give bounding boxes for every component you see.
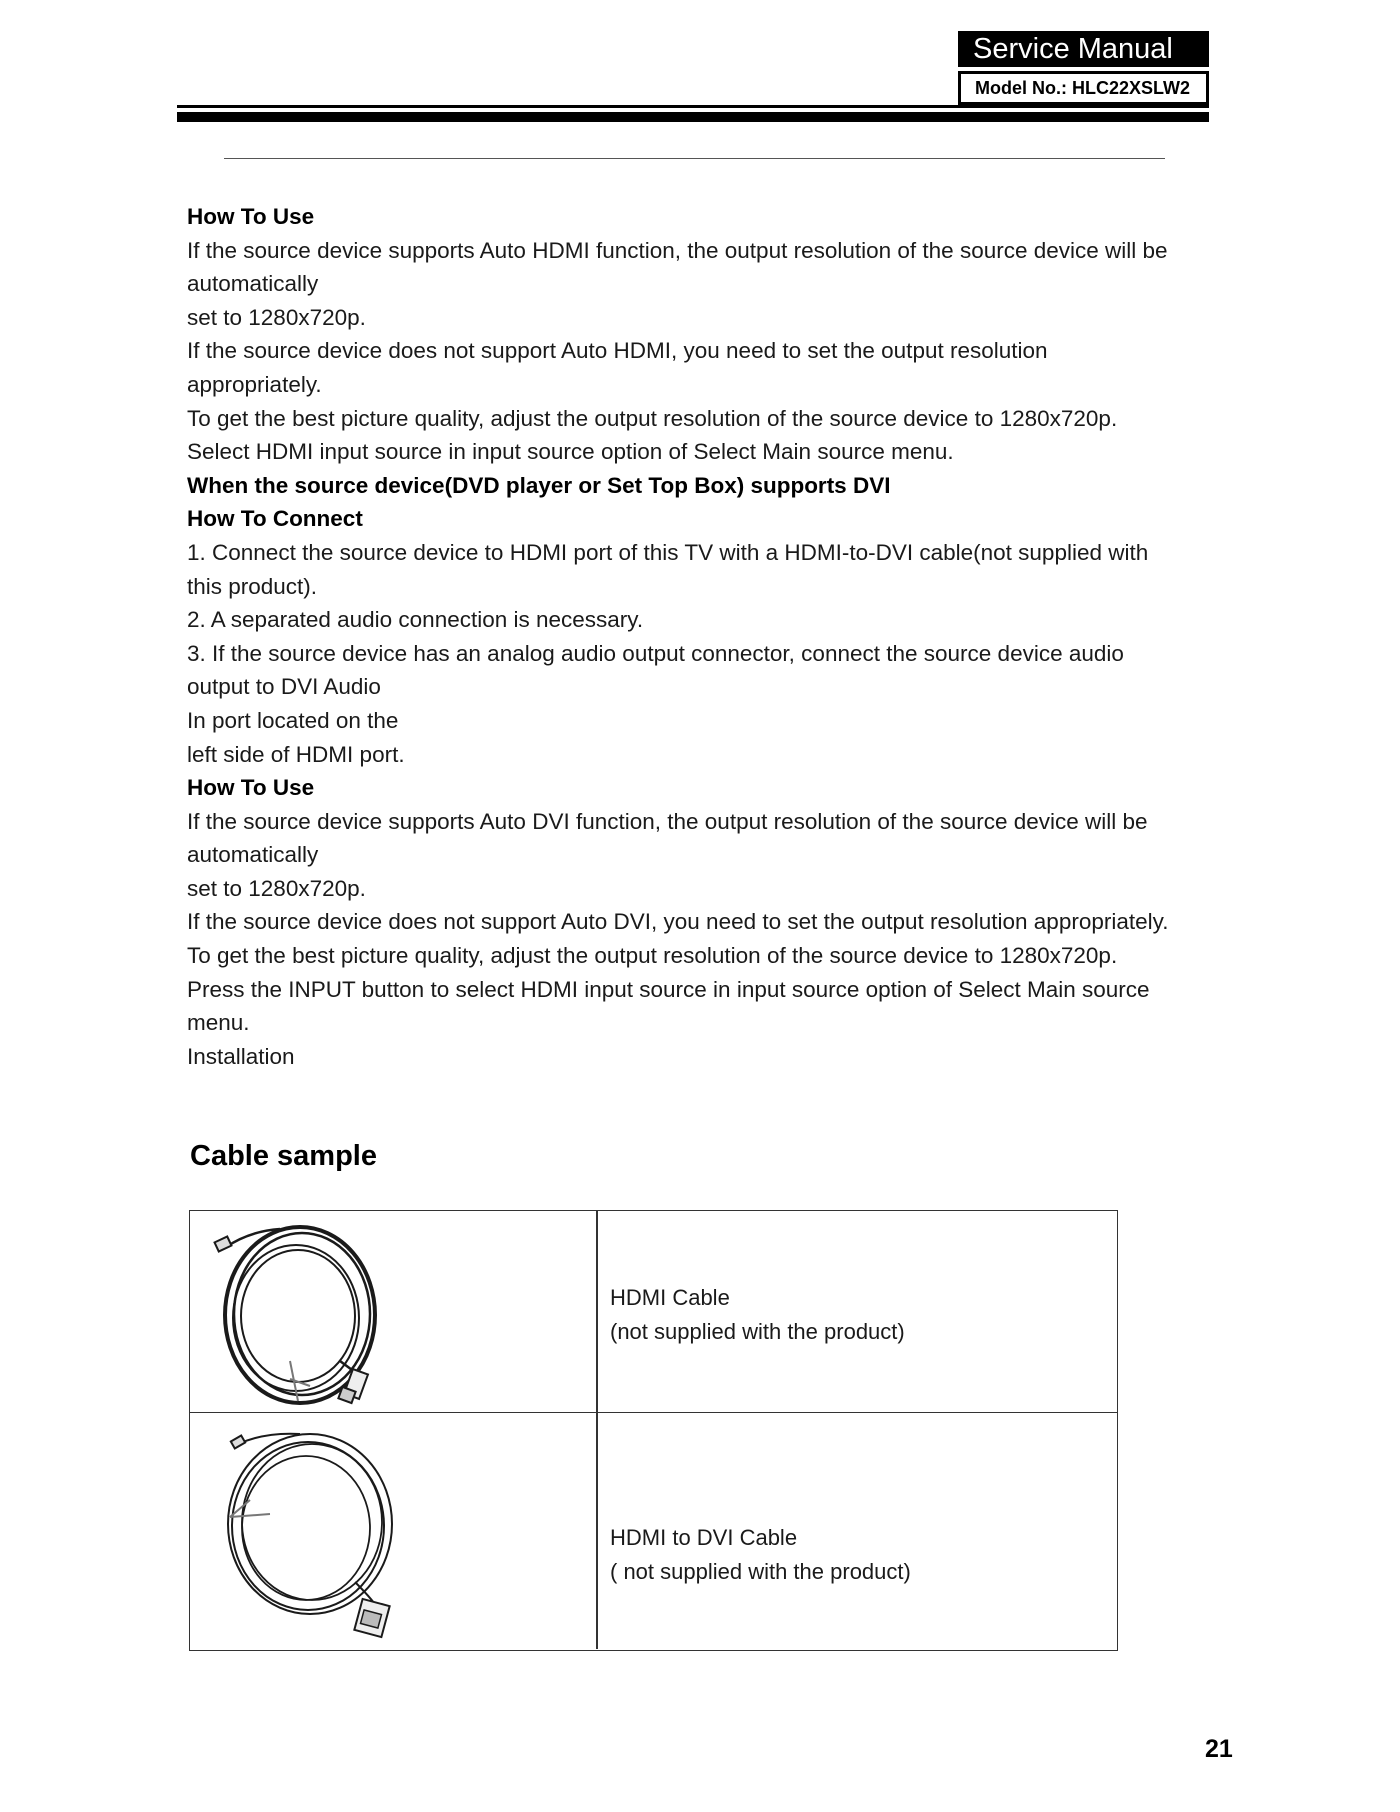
cable-name: HDMI to DVI Cable bbox=[610, 1525, 798, 1550]
table-row bbox=[190, 1211, 1117, 1413]
heading-line: When the source device(DVD player or Set Top Box) supports DVI bbox=[187, 472, 891, 498]
table-row bbox=[190, 1412, 1117, 1649]
body-text bbox=[187, 200, 1227, 1073]
text-line: menu. bbox=[187, 1010, 250, 1036]
text-line: set to 1280x720p. bbox=[187, 304, 366, 330]
column-divider bbox=[596, 1412, 598, 1649]
table-image-cell bbox=[190, 1211, 596, 1412]
column-divider bbox=[596, 1211, 598, 1412]
text-line: Select HDMI input source in input source option of Select Main source menu. bbox=[187, 439, 954, 465]
heading-line: How To Use bbox=[187, 775, 315, 801]
hdmi-to-dvi-cable-icon bbox=[190, 1412, 596, 1649]
text-line: To get the best picture quality, adjust the output resolution of the source device to 1280x720p. bbox=[187, 943, 1118, 969]
header-title: Service Manual bbox=[958, 31, 1209, 67]
page-number: 21 bbox=[1205, 1735, 1233, 1763]
cable-section-title: Cable sample bbox=[190, 1140, 377, 1172]
text-line: If the source device supports Auto DVI function, the output resolution of the source device will be bbox=[187, 808, 1148, 834]
table-text-cell bbox=[610, 1281, 905, 1349]
text-line: this product). bbox=[187, 573, 318, 599]
heading-line: How To Connect bbox=[187, 506, 363, 532]
cable-name: HDMI Cable bbox=[610, 1285, 730, 1310]
text-line: set to 1280x720p. bbox=[187, 875, 366, 901]
text-line: 2. A separated audio connection is necessary. bbox=[187, 607, 644, 633]
hdmi-cable-icon bbox=[190, 1211, 596, 1412]
table-text-cell bbox=[610, 1521, 911, 1589]
section-separator bbox=[224, 158, 1165, 159]
text-line: If the source device does not support Auto DVI, you need to set the output resolution appropriately. bbox=[187, 909, 1169, 935]
text-line: appropriately. bbox=[187, 371, 322, 397]
model-number: Model No.: HLC22XSLW2 bbox=[958, 71, 1209, 105]
cable-note: ( not supplied with the product) bbox=[610, 1559, 911, 1584]
text-line: If the source device supports Auto HDMI function, the output resolution of the source device will be bbox=[187, 237, 1168, 263]
text-line: In port located on the bbox=[187, 707, 399, 733]
text-line: Installation bbox=[187, 1043, 295, 1069]
text-line: automatically bbox=[187, 271, 319, 297]
text-line: To get the best picture quality, adjust the output resolution of the source device to 1280x720p. bbox=[187, 405, 1118, 431]
text-line: If the source device does not support Auto HDMI, you need to set the output resolution bbox=[187, 338, 1048, 364]
text-line: output to DVI Audio bbox=[187, 674, 381, 700]
text-line: left side of HDMI port. bbox=[187, 741, 405, 767]
text-line: automatically bbox=[187, 842, 319, 868]
header-rule-thin bbox=[177, 105, 1209, 108]
text-line: Press the INPUT button to select HDMI input source in input source option of Select Main source bbox=[187, 976, 1150, 1002]
text-line: 3. If the source device has an analog audio output connector, connect the source device audio bbox=[187, 640, 1124, 666]
table-image-cell bbox=[190, 1412, 596, 1649]
cable-table bbox=[189, 1210, 1118, 1651]
cable-note: (not supplied with the product) bbox=[610, 1319, 905, 1344]
heading-line: How To Use bbox=[187, 204, 315, 229]
text-line: 1. Connect the source device to HDMI port of this TV with a HDMI-to-DVI cable(not supplied with bbox=[187, 539, 1149, 565]
header-rule-thick bbox=[177, 112, 1209, 122]
